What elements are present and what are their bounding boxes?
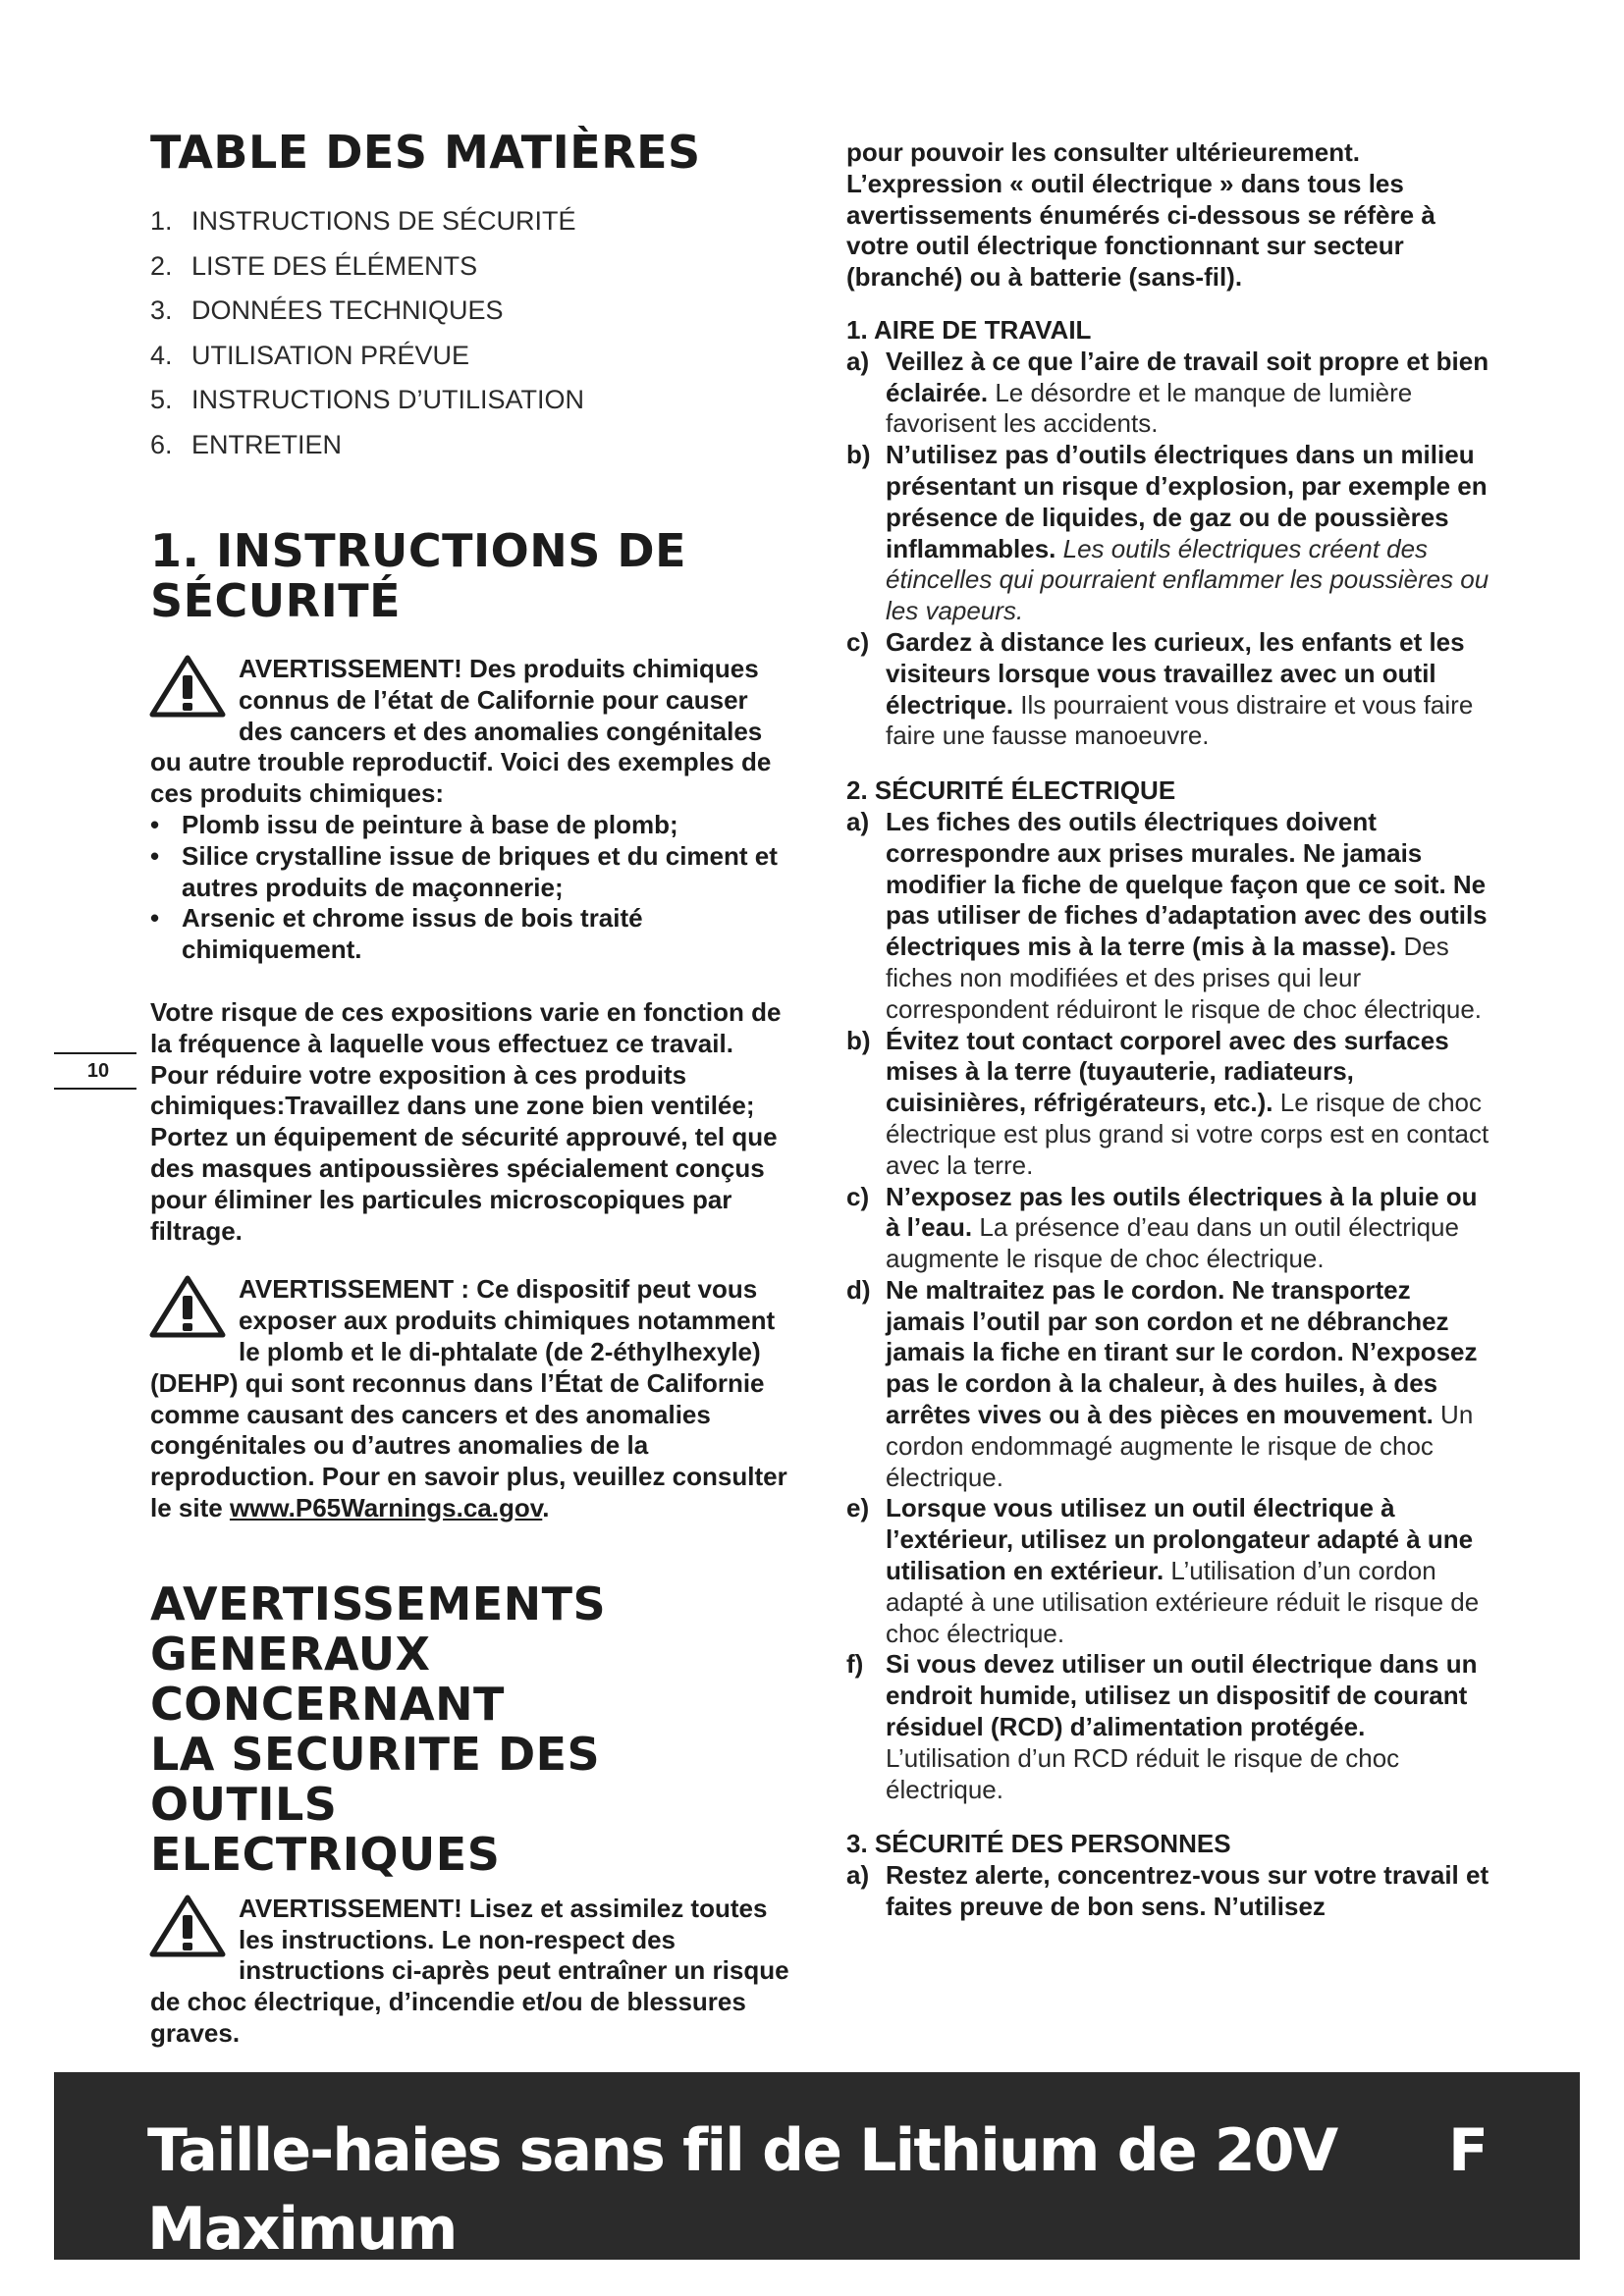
warning-text: AVERTISSEMENT! Lisez et assimilez toutes les instructions. Le non-respect des instructions ci-après peut entraîner un risque de choc électrique, d’incendie et/ou de blessures graves. bbox=[150, 1893, 789, 2048]
list-item: d) Ne maltraitez pas le cordon. Ne transportez jamais l’outil par son cordon et ne débranchez jamais la fiche en tirant sur le cordon. N’exposez pas le cordon à la chaleur, à des huiles, à des arrêtes vives ou à des pièces en mouvement. Un cordon endommagé augmente le risque de choc électrique. bbox=[846, 1274, 1478, 1492]
list-item: b) Évitez tout contact corporel avec des surfaces mises à la terre (tuyauterie, radiateurs, cuisinières, réfrigérateurs, etc.). Le risque de choc électrique est plus grand si votre corps est en contact avec la terre. bbox=[846, 1025, 1489, 1180]
warning-triangle-icon bbox=[148, 654, 227, 721]
toc-item-label: INSTRUCTIONS D’UTILISATION bbox=[191, 385, 585, 414]
footer-banner bbox=[54, 2072, 1580, 2264]
list-item: • Arsenic et chrome issus de bois traité chimiquement. bbox=[150, 903, 643, 965]
list-item: b) N’utilisez pas d’outils électriques dans un milieu présentant un risque d’explosion, par exemple en présence de liquides, de gaz ou de poussières inflammables. Les outils électriques créent des étincelles qui pourraient enflammer les poussières ou les vapeurs. bbox=[846, 440, 1489, 626]
page-number-marker bbox=[54, 1052, 136, 1090]
toc-title: TABLE DES MATIÈRES bbox=[150, 126, 701, 179]
warning-text: AVERTISSEMENT! Des produits chimiques connus de l’état de Californie pour causer des cancers et des anomalies congénitales ou autre trouble reproductif. Voici des exemples de ces produits chimiques: bbox=[150, 654, 772, 809]
language-code: F bbox=[1448, 2116, 1489, 2185]
product-title: Taille-haies sans fil de Lithium de 20V Maximum bbox=[147, 2116, 1337, 2264]
section-title-electrical: 2. SÉCURITÉ ÉLECTRIQUE bbox=[846, 775, 1176, 806]
toc-item[interactable]: 4. UTILISATION PRÉVUE bbox=[150, 340, 470, 370]
toc-list bbox=[150, 199, 798, 467]
section-title-work-area: 1. AIRE DE TRAVAIL bbox=[846, 314, 1092, 345]
toc-item-label: DONNÉES TECHNIQUES bbox=[191, 295, 504, 325]
p65-link[interactable]: www.P65Warnings.ca.gov bbox=[229, 1492, 543, 1522]
toc-item[interactable]: 5. INSTRUCTIONS D’UTILISATION bbox=[150, 385, 585, 414]
keep-instructions-continued: pour pouvoir les consulter ultérieurement. L’expression « outil électrique » dans tous les avertissements énumérés ci-dessous se réfère à votre outil électrique fonctionnant sur secteur (branché) ou à batterie (sans-fil). bbox=[846, 137, 1435, 293]
toc-item-label: ENTRETIEN bbox=[191, 429, 343, 459]
safety-title: 1. INSTRUCTIONS DE SÉCURITÉ bbox=[150, 524, 686, 627]
toc-item[interactable]: 3. DONNÉES TECHNIQUES bbox=[150, 295, 504, 325]
toc-item[interactable]: 1. INSTRUCTIONS DE SÉCURITÉ bbox=[150, 206, 576, 236]
warning-block-chemicals bbox=[150, 654, 798, 810]
list-item: f) Si vous devez utiliser un outil électrique dans un endroit humide, utilisez un dispositif de courant résiduel (RCD) d’alimentation protégée. L’utilisation d’un RCD réduit le risque de choc électrique. bbox=[846, 1649, 1478, 1804]
warning-triangle-icon bbox=[148, 1894, 227, 1960]
list-item: c) N’exposez pas les outils électriques à la pluie ou à l’eau. La présence d’eau dans un outil électrique augmente le risque de choc électrique. bbox=[846, 1181, 1478, 1274]
toc-item-label: LISTE DES ÉLÉMENTS bbox=[191, 250, 478, 281]
list-item: • Silice crystalline issue de briques et du ciment et autres produits de maçonnerie; bbox=[150, 840, 778, 902]
page-number: 10 bbox=[86, 1060, 110, 1082]
warning-triangle-icon bbox=[148, 1274, 227, 1341]
page-number-rule-bottom bbox=[54, 1088, 136, 1090]
list-item: • Plomb issu de peinture à base de plomb; bbox=[150, 809, 678, 839]
warning-text: AVERTISSEMENT : Ce dispositif peut vous exposer aux produits chimiques notamment le plomb et le di-phtalate (de 2-éthylhexyle) (DEHP) qui sont reconnus dans l’État de Californie comme causant des cancers et des anomalies congénitales ou d’autres anomalies de la reproduction. Pour en savoir plus, veuillez consulter le site bbox=[150, 1274, 787, 1522]
warning-block-prop65: AVERTISSEMENT : Ce dispositif peut vous exposer aux produits chimiques notamment le plomb et le di-phtalate (de 2-éthylhexyle) (DEHP) qui sont reconnus dans l’État de Californie comme causant des cancers et des anomalies congénitales ou d’autres anomalies de la reproduction. Pour en savoir plus, veuillez consulter le site www.P65Warnings.ca.gov. bbox=[150, 1274, 787, 1522]
toc-item[interactable]: 6. ENTRETIEN bbox=[150, 429, 343, 459]
warning-block-instructions bbox=[150, 1894, 798, 2050]
list-item: a) Restez alerte, concentrez-vous sur votre travail et faites preuve de bon sens. N’utilisez bbox=[846, 1860, 1489, 1922]
left-column bbox=[150, 128, 798, 2112]
list-item: e) Lorsque vous utilisez un outil électrique à l’extérieur, utilisez un prolongateur adapté à une utilisation en extérieur. L’utilisation d’un cordon adapté à une utilisation extérieure réduit le risque de choc électrique. bbox=[846, 1493, 1480, 1648]
general-warnings-title: AVERTISSEMENTS GENERAUX CONCERNANT LA SECURITE DES OUTILS ELECTRIQUES bbox=[150, 1576, 607, 1881]
toc-item-label: INSTRUCTIONS DE SÉCURITÉ bbox=[191, 206, 576, 236]
list-item: c) Gardez à distance les curieux, les enfants et les visiteurs lorsque vous travaillez avec un outil électrique. Ils pourraient vous distraire et vous faire faire une fausse manoeuvre. bbox=[846, 626, 1474, 751]
right-column bbox=[846, 137, 1494, 1923]
chemical-list bbox=[150, 810, 798, 966]
exposure-paragraph: Votre risque de ces expositions varie en fonction de la fréquence à laquelle vous effectuez ce travail. Pour réduire votre exposition à ces produits chimiques:Travaillez dans une zone bien ventilée; Portez un équipement de sécurité approuvé, tel que des masques antipoussières spécialement conçus pour éliminer les particules microscopiques par filtrage. bbox=[150, 996, 782, 1246]
toc-item[interactable]: 2. LISTE DES ÉLÉMENTS bbox=[150, 250, 478, 281]
section-title-personal: 3. SÉCURITÉ DES PERSONNES bbox=[846, 1829, 1231, 1859]
list-item: a) Veillez à ce que l’aire de travail soit propre et bien éclairée. Le désordre et le manque de lumière favorisent les accidents. bbox=[846, 346, 1489, 439]
list-item: a) Les fiches des outils électriques doivent correspondre aux prises murales. Ne jamais modifier la fiche de quelque façon que ce soit. Ne pas utiliser de fiches d’adaptation avec des outils électriques mis à la terre (mis à la masse). Des fiches non modifiées et des prises qui leur correspondent réduiront le risque de choc électrique. bbox=[846, 806, 1488, 1024]
toc-item-label: UTILISATION PRÉVUE bbox=[191, 340, 470, 370]
